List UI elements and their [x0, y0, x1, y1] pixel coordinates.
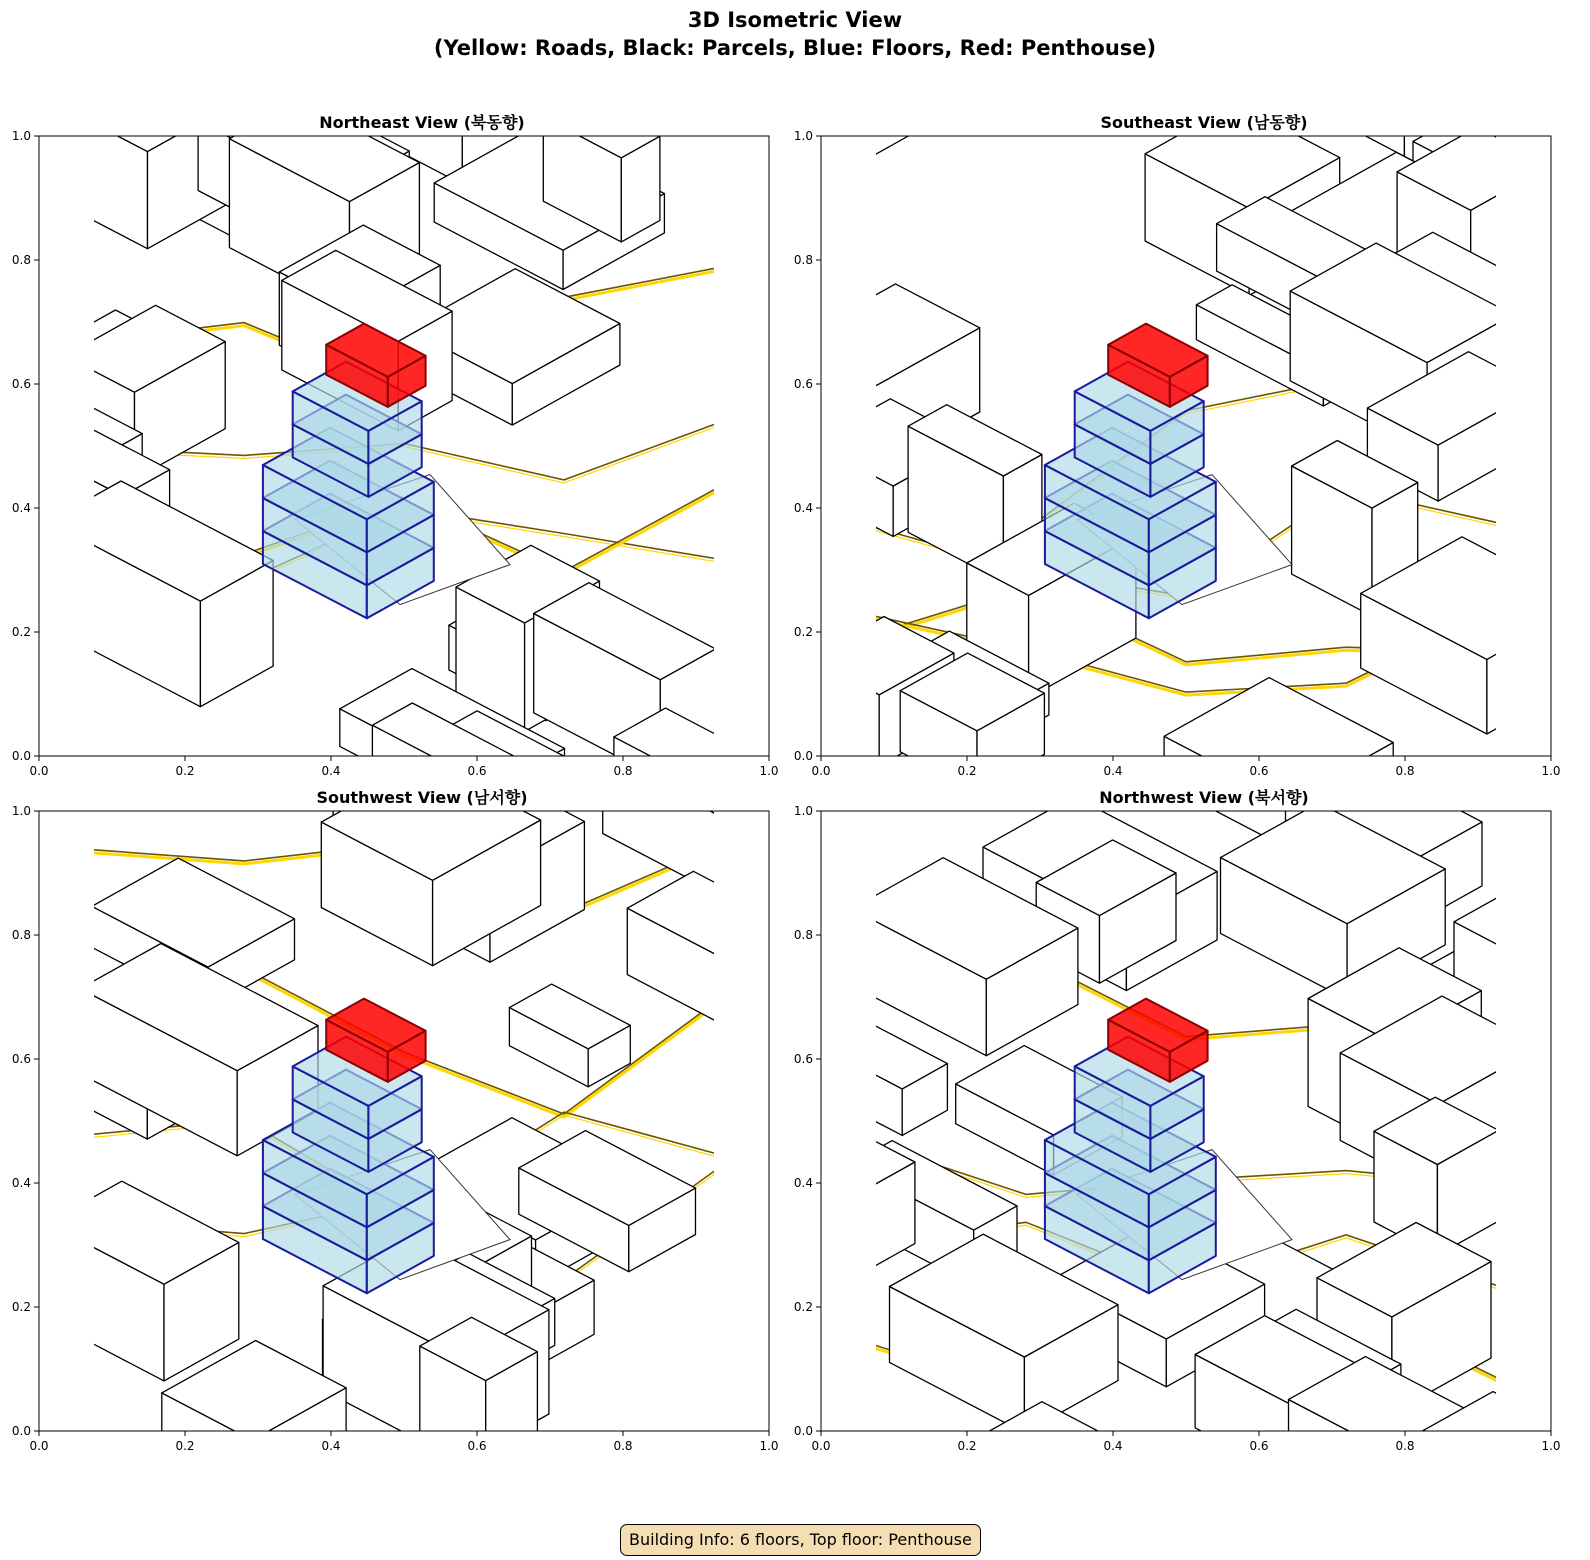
- box-front-face: [0, 1248, 5, 1348]
- parcel-building: [420, 1317, 538, 1487]
- parcel-building: [797, 1009, 947, 1136]
- y-tick-label: 0.6: [793, 377, 813, 391]
- scene-layer: [0, 5, 775, 860]
- y-tick-label: 0.4: [11, 1176, 31, 1190]
- x-tick-label: 1.0: [1541, 764, 1561, 778]
- box-top-face: [0, 1193, 103, 1282]
- x-tick-label: 1.0: [1541, 1439, 1561, 1453]
- y-tick-label: 0.6: [11, 1052, 31, 1066]
- scene-layer: [787, 24, 1590, 895]
- y-tick-label: 0.8: [793, 253, 813, 267]
- x-tick-label: 0.0: [29, 764, 49, 778]
- panel-northeast: [0, 100, 780, 778]
- box-side-face: [1487, 603, 1588, 734]
- x-tick-label: 0.2: [957, 1439, 977, 1453]
- panel-southwest: [0, 775, 780, 1453]
- parcel-building: [1374, 1097, 1499, 1255]
- y-tick-label: 1.0: [793, 129, 813, 143]
- box-front-face: [787, 78, 861, 162]
- parcel-building: [48, 481, 273, 707]
- y-tick-label: 0.0: [793, 1424, 813, 1438]
- y-tick-label: 0.6: [11, 377, 31, 391]
- chart-svg: [782, 100, 1562, 778]
- x-tick-label: 0.2: [175, 764, 195, 778]
- y-tick-label: 0.2: [11, 1300, 31, 1314]
- x-tick-label: 0.4: [321, 1439, 341, 1453]
- figure-title-line2: (Yellow: Roads, Black: Parcels, Blue: Floors, Red: Penthouse): [433, 36, 1157, 60]
- y-tick-label: 0.8: [11, 928, 31, 942]
- y-tick-label: 0.4: [793, 1176, 813, 1190]
- scene-layer: [0, 719, 810, 1534]
- x-tick-label: 0.8: [613, 1439, 633, 1453]
- x-tick-label: 0.2: [175, 1439, 195, 1453]
- panel-title: Southwest View (남서향): [316, 788, 528, 807]
- x-tick-label: 0.8: [1395, 764, 1415, 778]
- box-front-face: [791, 342, 875, 470]
- chart-svg: [782, 775, 1562, 1453]
- box-front-face: [603, 755, 725, 897]
- box-side-face: [725, 783, 789, 898]
- parcel-building: [47, 1181, 239, 1381]
- chart-svg: [0, 775, 780, 1453]
- y-tick-label: 0.0: [11, 749, 31, 763]
- box-side-face: [861, 91, 908, 163]
- parcel-building: [0, 1193, 103, 1348]
- panel-northwest: [782, 775, 1562, 1453]
- x-tick-label: 0.6: [467, 1439, 487, 1453]
- parcel-building: [971, 1402, 1194, 1556]
- y-tick-label: 0.2: [793, 625, 813, 639]
- x-tick-label: 0.4: [1103, 764, 1123, 778]
- figure-title-line1: 3D Isometric View: [687, 8, 903, 32]
- x-tick-label: 0.6: [467, 764, 487, 778]
- box-side-face: [816, 1162, 915, 1299]
- x-tick-label: 0.6: [1249, 764, 1269, 778]
- x-tick-label: 0.4: [321, 764, 341, 778]
- floor-layer: [263, 362, 434, 619]
- y-tick-label: 1.0: [11, 804, 31, 818]
- x-tick-label: 0.0: [29, 1439, 49, 1453]
- panel-title: Northwest View (북서향): [1099, 788, 1309, 807]
- x-tick-label: 0.8: [1395, 1439, 1415, 1453]
- y-tick-label: 0.4: [793, 501, 813, 515]
- parcel-building: [787, 52, 909, 163]
- x-tick-label: 0.0: [811, 764, 831, 778]
- scene-layer: [726, 706, 1590, 1556]
- box-side-face: [1538, 933, 1590, 1062]
- box-front-face: [971, 1441, 1123, 1556]
- parcel-building: [509, 984, 630, 1087]
- x-tick-label: 1.0: [759, 1439, 779, 1453]
- y-tick-label: 0.2: [11, 625, 31, 639]
- y-tick-label: 0.0: [793, 749, 813, 763]
- parcel-building: [80, 944, 318, 1156]
- x-tick-label: 1.0: [759, 764, 779, 778]
- box-side-face: [1548, 178, 1590, 262]
- y-tick-label: 0.0: [11, 1424, 31, 1438]
- y-tick-label: 1.0: [793, 804, 813, 818]
- chart-svg: [0, 100, 780, 778]
- y-tick-label: 1.0: [11, 129, 31, 143]
- box-front-face: [1408, 1439, 1473, 1525]
- parcel-building: [162, 1341, 346, 1534]
- x-tick-label: 0.8: [613, 764, 633, 778]
- panel-title: Southeast View (남동향): [1100, 113, 1308, 132]
- x-tick-label: 0.0: [811, 1439, 831, 1453]
- y-tick-label: 0.2: [793, 1300, 813, 1314]
- box-side-face: [1123, 1481, 1194, 1556]
- panel-southeast: [782, 100, 1562, 778]
- y-tick-label: 0.8: [11, 253, 31, 267]
- x-tick-label: 0.2: [957, 764, 977, 778]
- y-tick-label: 0.4: [11, 501, 31, 515]
- box-side-face: [1442, 1437, 1519, 1536]
- x-tick-label: 0.6: [1249, 1439, 1269, 1453]
- building-info-box: Building Info: 6 floors, Top floor: Penthouse: [620, 1524, 981, 1556]
- panel-title: Northeast View (북동향): [319, 113, 525, 132]
- box-side-face: [5, 1227, 104, 1348]
- box-front-face: [809, 658, 879, 766]
- box-side-face: [1504, 310, 1583, 408]
- x-tick-label: 0.4: [1103, 1439, 1123, 1453]
- y-tick-label: 0.6: [793, 1052, 813, 1066]
- y-tick-label: 0.8: [793, 928, 813, 942]
- box-front-face: [68, 110, 148, 249]
